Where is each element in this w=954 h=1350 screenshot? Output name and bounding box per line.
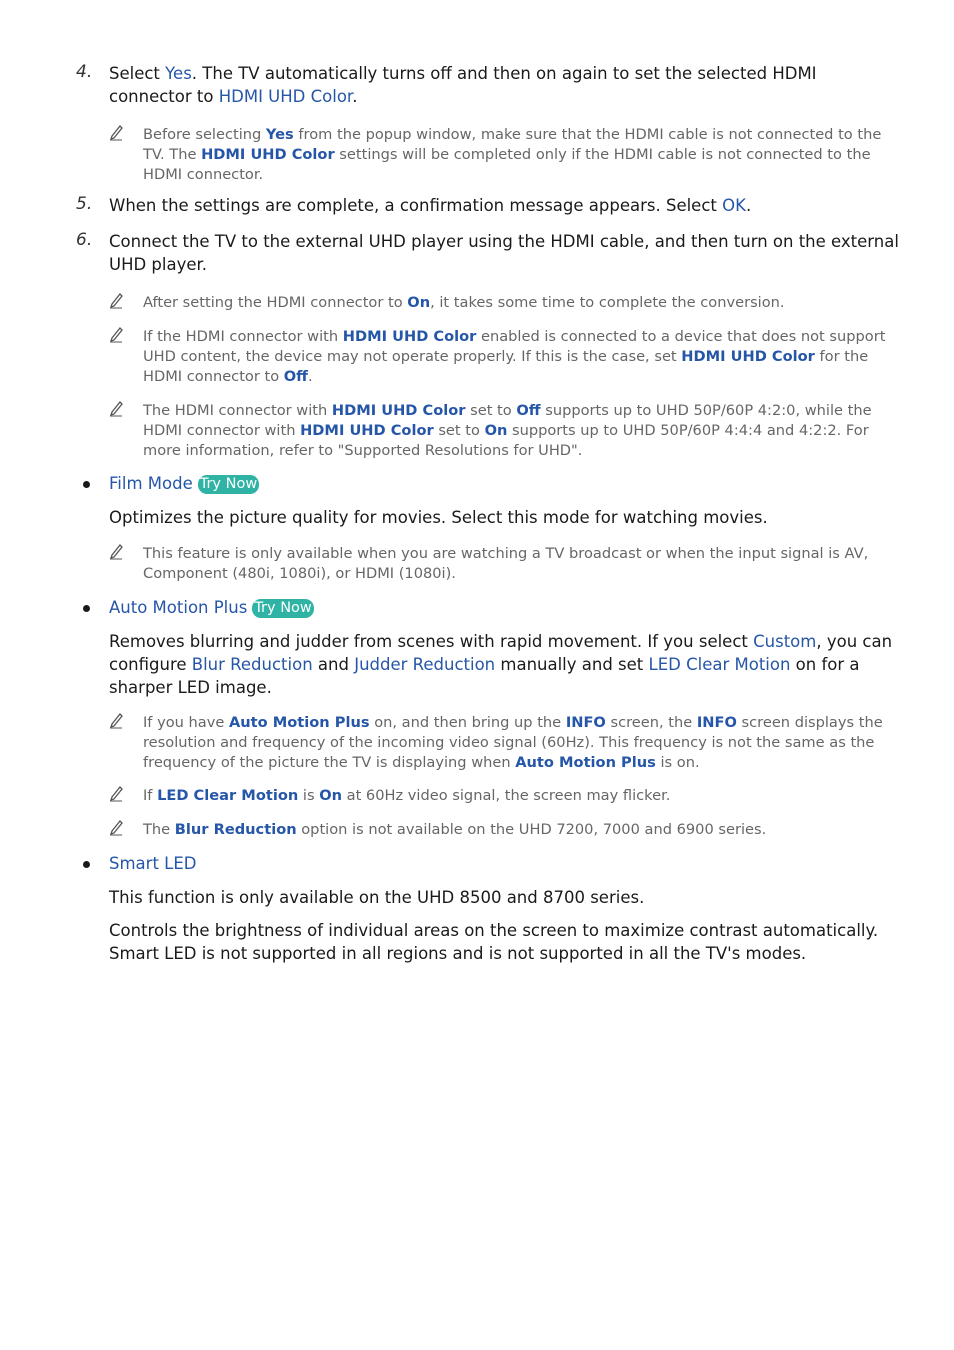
pencil-icon bbox=[108, 325, 124, 343]
smart-led-paragraph: This function is only available on the UHD 8500 and 8700 series. bbox=[109, 888, 645, 907]
note-text: This feature is only available when you are watching a TV broadcast or when the input signal is AV, Component (480i, 1080i), or HDMI (1080i). bbox=[143, 545, 869, 582]
step-6-text: Connect the TV to the external UHD player using the HDMI cable, and then turn on the external UHD player. bbox=[109, 232, 899, 274]
try-now-button[interactable]: Try Now bbox=[254, 600, 312, 616]
section-heading-auto-motion-plus: Auto Motion Plus Try Now bbox=[109, 598, 312, 617]
note-text: The HDMI connector with HDMI UHD Color set to Off supports up to UHD 50P/60P 4:2:0, while the HDMI connector with HDMI UHD Color set to On supports up to UHD 50P/60P 4:4:4 and 4:2:2. For more information, refer to "Supported Resolutions for UHD". bbox=[143, 402, 872, 459]
note-text: After setting the HDMI connector to On, it takes some time to complete the conversion. bbox=[143, 294, 785, 311]
step-number-5: 5. bbox=[76, 194, 93, 214]
pencil-icon bbox=[108, 542, 124, 560]
pencil-icon bbox=[108, 291, 124, 309]
pencil-icon bbox=[108, 123, 124, 141]
note-text: The Blur Reduction option is not available on the UHD 7200, 7000 and 6900 series. bbox=[143, 821, 767, 838]
note-text: If you have Auto Motion Plus on, and then bring up the INFO screen, the INFO screen displays the resolution and frequency of the incoming video signal (60Hz). This frequency is not the same as the frequency of the picture the TV is displaying when Auto Motion Plus is on. bbox=[143, 714, 883, 771]
note-text: If the HDMI connector with HDMI UHD Color enabled is connected to a device that does not support UHD content, the device may not operate properly. If this is the case, set HDMI UHD Color for the HDMI connector to Off. bbox=[143, 328, 886, 385]
pencil-icon bbox=[108, 399, 124, 417]
option-yes: Yes bbox=[165, 64, 192, 83]
step-number-4: 4. bbox=[76, 62, 93, 82]
auto-motion-description: Removes blurring and judder from scenes with rapid movement. If you select Custom, you can configure Blur Reduction and Judder Reduction manually and set LED Clear Motion on for a sharper LED image. bbox=[109, 632, 893, 697]
option-hdmi-uhd-color: HDMI UHD Color bbox=[218, 87, 353, 106]
bullet-dot bbox=[83, 605, 90, 612]
note-text: If LED Clear Motion is On at 60Hz video signal, the screen may flicker. bbox=[143, 787, 671, 804]
bullet-dot bbox=[83, 861, 90, 868]
option-ok: OK bbox=[722, 196, 746, 215]
step-number-6: 6. bbox=[76, 230, 93, 250]
pencil-icon bbox=[108, 711, 124, 729]
try-now-button[interactable]: Try Now bbox=[199, 476, 258, 492]
section-heading-film-mode: Film Mode Try Now bbox=[109, 474, 258, 493]
step-4-text: Select Yes. The TV automatically turns off and then on again to set the selected HDMI connector to HDMI UHD Color. bbox=[109, 64, 817, 106]
pencil-icon bbox=[108, 784, 124, 802]
bullet-dot bbox=[83, 481, 90, 488]
note-text: Before selecting Yes from the popup window, make sure that the HDMI cable is not connected to the TV. The HDMI UHD Color settings will be completed only if the HDMI cable is not connected to the HDMI connector. bbox=[143, 126, 882, 183]
film-mode-description: Optimizes the picture quality for movies. Select this mode for watching movies. bbox=[109, 508, 768, 527]
step-5-text: When the settings are complete, a confirmation message appears. Select OK. bbox=[109, 196, 752, 215]
pencil-icon bbox=[108, 818, 124, 836]
smart-led-paragraph: Controls the brightness of individual areas on the screen to maximize contrast automatically. Smart LED is not supported in all regions and is not supported in all the TV's modes. bbox=[109, 921, 879, 963]
section-heading-smart-led: Smart LED bbox=[109, 854, 197, 873]
